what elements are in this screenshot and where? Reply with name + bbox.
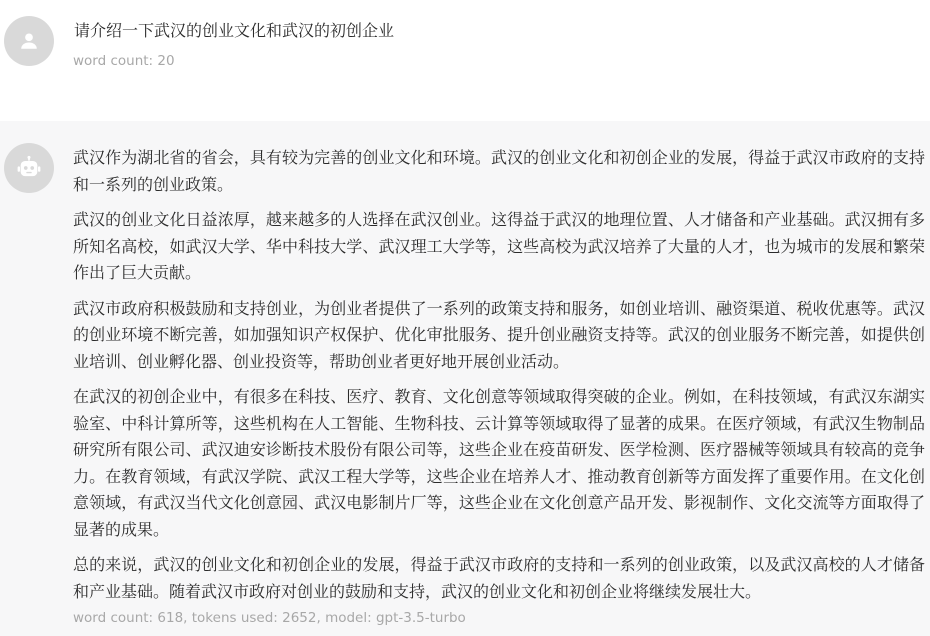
assistant-message-body — [73, 145, 925, 614]
assistant-paragraph: 武汉的创业文化日益浓厚，越来越多的人选择在武汉创业。这得益于武汉的地理位置、人才储备和产业基础。武汉拥有多所知名高校，如武汉大学、华中科技大学、武汉理工大学等，这些高校为武汉培养了大量的人才，也为城市的发展和繁荣作出了巨大贡献。 — [73, 210, 925, 282]
user-message-text: 请介绍一下武汉的创业文化和武汉的初创企业 — [74, 21, 395, 40]
assistant-message — [0, 121, 930, 636]
assistant-paragraph: 武汉作为湖北省的省会，具有较为完善的创业文化和环境。武汉的创业文化和初创企业的发展，得益于武汉市政府的支持和一系列的创业政策。 — [73, 148, 925, 194]
robot-icon — [16, 155, 42, 181]
user-avatar — [4, 16, 54, 66]
assistant-paragraph: 总的来说，武汉的创业文化和初创企业的发展，得益于武汉市政府的支持和一系列的创业政策，以及武汉高校的人才储备和产业基础。随着武汉市政府对创业的鼓励和支持，武汉的创业文化和初创企业将继续发展壮大。 — [73, 555, 925, 601]
assistant-message-meta: word count: 618, tokens used: 2652, model: gpt-3.5-turbo — [73, 610, 466, 626]
user-message — [0, 0, 930, 121]
assistant-avatar — [4, 143, 54, 193]
assistant-paragraph: 武汉市政府积极鼓励和支持创业，为创业者提供了一系列的政策支持和服务，如创业培训、融资渠道、税收优惠等。武汉的创业环境不断完善，如加强知识产权保护、优化审批服务、提升创业融资支持等。武汉的创业服务不断完善，如提供创业培训、创业孵化器、创业投资等，帮助创业者更好地开展创业活动。 — [73, 298, 925, 371]
user-message-meta: word count: 20 — [73, 53, 175, 69]
person-icon — [18, 30, 40, 52]
assistant-paragraph: 在武汉的初创企业中，有很多在科技、医疗、教育、文化创意等领域取得突破的企业。例如，在科技领域，有武汉东湖实验室、中科计算所等，这些机构在人工智能、生物科技、云计算等领域取得了显著的成果。在医疗领域，有武汉生物制品研究所有限公司、武汉迪安诊断技术股份有限公司等，这些企业在疫苗研发、医学检测、医疗器械等领域具有较高的竞争力。在教育领域，有武汉学院、武汉工程大学等，这些企业在培养人才、推动教育创新等方面发挥了重要作用。在文化创意领域，有武汉当代文化创意园、武汉电影制片厂等，这些企业在文化创意产品开发、影视制作、文化交流等方面取得了显著的成果。 — [73, 387, 925, 539]
